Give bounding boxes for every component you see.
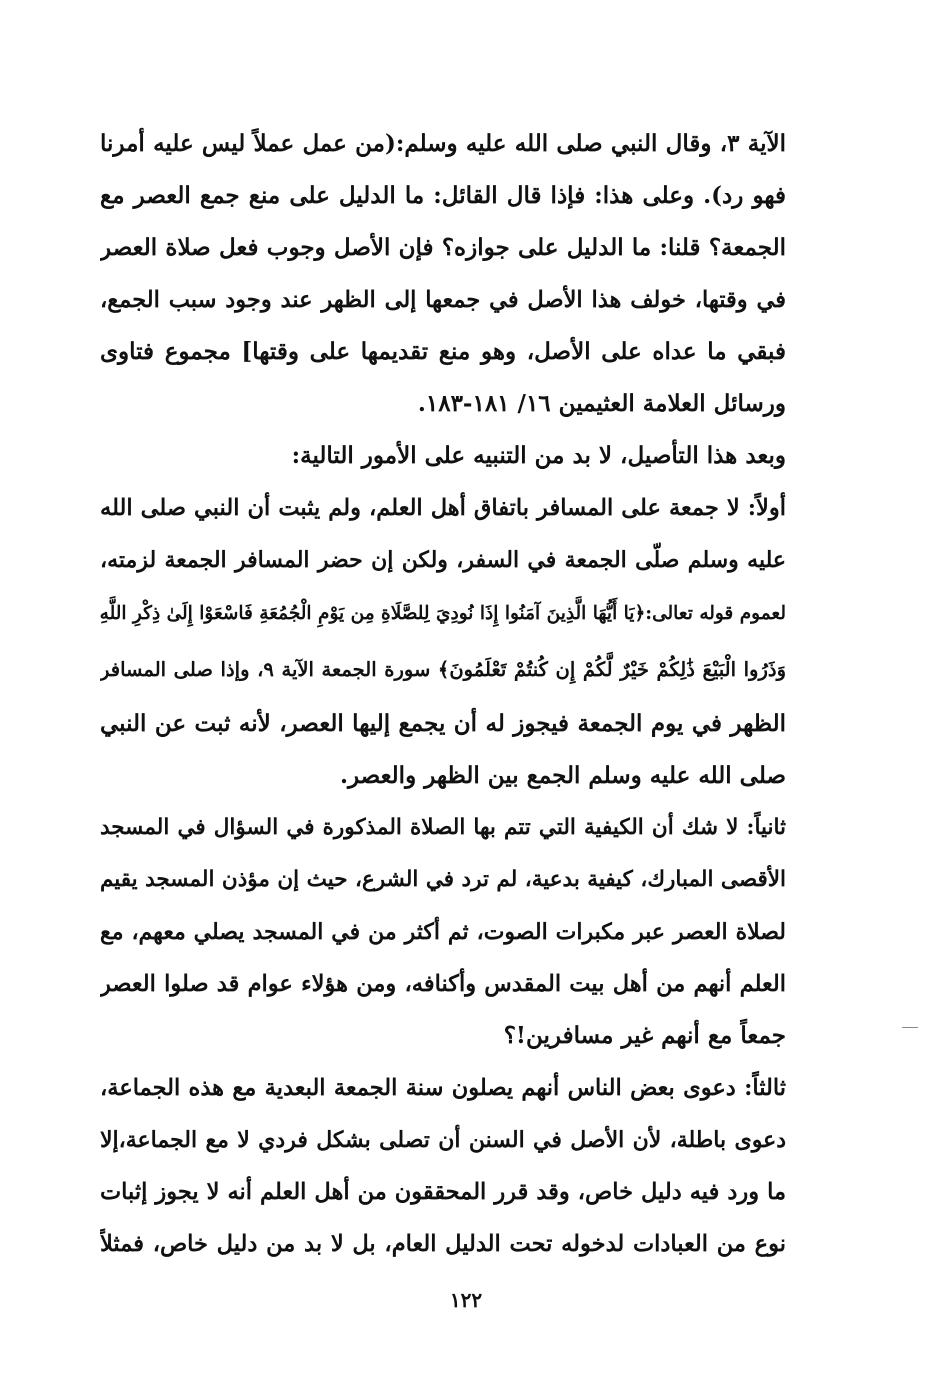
text-line: فبقي ما عداه على الأصل، وهو منع تقديمها على وقتها] مجموع فتاوى	[100, 338, 786, 365]
text-line: فهو رد). وعلى هذا: فإذا قال القائل: ما الدليل على منع جمع العصر مع	[100, 182, 786, 209]
text-line: صلى الله عليه وسلم الجمع بين الظهر والعصر.	[339, 762, 786, 789]
text-line: الآية ٣، وقال النبي صلى الله عليه وسلم:(من عمل عملاً ليس عليه أمرنا	[100, 130, 786, 157]
text-line: ثالثاً: دعوى بعض الناس أنهم يصلون سنة الجمعة البعدية مع هذه الجماعة،	[100, 1075, 786, 1101]
text-line: لصلاة العصر عبر مكبرات الصوت، ثم أكثر من في المسجد يصلي معهم، مع	[100, 919, 786, 945]
text-line: الجمعة؟ قلنا: ما الدليل على جوازه؟ فإن الأصل وجوب فعل صلاة العصر	[100, 234, 786, 261]
body-text	[100, 118, 786, 1270]
text-line: نوع من العبادات لدخوله تحت الدليل العام، بل لا بد من دليل خاص، فمثلاً	[100, 1231, 786, 1257]
text-line: الأقصى المبارك، كيفية بدعية، لم ترد في الشرع، حيث إن مؤذن المسجد يقيم	[100, 867, 786, 892]
text-line: ما ورد فيه دليل خاص، وقد قرر المحققون من أهل العلم أنه لا يجوز إثبات	[100, 1179, 786, 1205]
text-line: أولاً: لا جمعة على المسافر باتفاق أهل العلم، ولم يثبت أن النبي صلى الله	[100, 495, 786, 521]
text-line: دعوى باطلة، لأن الأصل في السنن أن تصلى بشكل فردي لا مع الجماعة،إلا	[100, 1127, 786, 1153]
text-line: عليه وسلم صلّى الجمعة في السفر، ولكن إن حضر المسافر الجمعة لزمته،	[100, 547, 786, 573]
text-line: الظهر في يوم الجمعة فيجوز له أن يجمع إليها العصر، لأنه ثبت عن النبي	[100, 710, 786, 737]
text-line: ورسائل العلامة العثيمين ١٦/ ١٨١-١٨٣.	[417, 390, 786, 417]
text-line: جمعاً مع أنهم غير مسافرين!؟	[503, 1022, 786, 1049]
page-number: ١٢٢	[449, 1288, 483, 1312]
text-line: في وقتها، خولف هذا الأصل في جمعها إلى الظهر عند وجود سبب الجمع،	[100, 287, 786, 313]
text-line: العلم أنهم من أهل بيت المقدس وأكنافه، ومن هؤلاء عوام قد صلوا العصر	[100, 971, 786, 997]
text-line: وبعد هذا التأصيل، لا بد من التنبيه على الأمور التالية:	[291, 442, 786, 469]
text-line: ثانياً: لا شك أن الكيفية التي تتم بها الصلاة المذكورة في السؤال في المسجد	[100, 815, 786, 840]
margin-mark	[902, 1027, 918, 1028]
quran-verse-line: لعموم قوله تعالى:﴿يَا أَيُّهَا الَّذِينَ آمَنُوا إِذَا نُودِيَ لِلصَّلَاةِ مِن يَوْمِ الْجُمُعَةِ فَاسْعَوْا إِلَىٰ ذِكْرِ اللَّهِ	[100, 603, 786, 624]
quran-verse-line: وَذَرُوا الْبَيْعَ ذَٰلِكُمْ خَيْرٌ لَّكُمْ إِن كُنتُمْ تَعْلَمُونَ﴾ سورة الجمعة الآية ٩، وإذا صلى المسافر	[100, 658, 786, 681]
